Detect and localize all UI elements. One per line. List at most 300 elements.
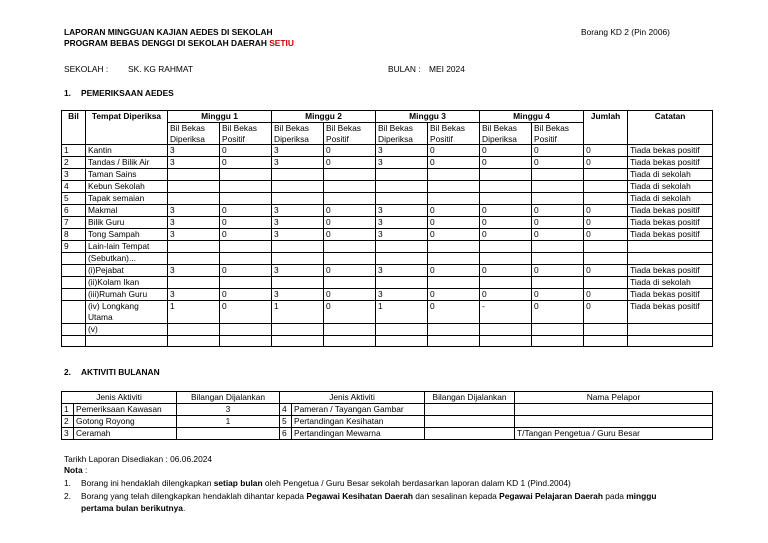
cell-value <box>376 336 428 347</box>
col-count: Bilangan Dijalankan <box>177 392 280 404</box>
cell-value <box>428 253 480 265</box>
cell-value <box>428 336 480 347</box>
cell-value <box>480 277 532 289</box>
note2-text-f: minggu <box>626 491 657 501</box>
cell-value <box>272 324 324 336</box>
cell-value: 0 <box>428 205 480 217</box>
cell-value <box>376 277 428 289</box>
cell-value <box>168 277 220 289</box>
note1-text-a: Borang ini hendaklah dilengkapkan <box>81 478 214 488</box>
reporter-cell <box>515 404 713 416</box>
place-label: Bilik Guru <box>88 217 125 227</box>
subheader-line: Bil Bekas <box>534 123 569 133</box>
cell-value: 0 <box>480 205 532 217</box>
activity-count <box>177 428 280 440</box>
cell-value <box>220 181 272 193</box>
cell-value: 3 <box>168 289 220 301</box>
activity-num: 1 <box>62 404 74 416</box>
cell-value: 0 <box>324 229 376 241</box>
table-row <box>62 301 713 324</box>
cell-value: 0 <box>480 289 532 301</box>
cell-value: 3 <box>376 289 428 301</box>
table-row <box>62 229 713 241</box>
cell-note <box>628 241 713 253</box>
activity-name-2: Pameran / Tayangan Gambar <box>292 404 425 416</box>
place-label: (Sebutkan)... <box>88 253 136 263</box>
cell-note <box>628 253 713 265</box>
cell-value <box>532 324 584 336</box>
col-week-1: Minggu 1 <box>168 111 272 123</box>
activity-count-2 <box>425 404 515 416</box>
activity-name: Ceramah <box>74 428 177 440</box>
cell-value <box>272 193 324 205</box>
cell-value: 3 <box>376 229 428 241</box>
cell-bil: 6 <box>62 205 86 217</box>
place-label-cont: Utama <box>88 312 113 322</box>
activity-count: 1 <box>177 416 280 428</box>
table-row <box>62 205 713 217</box>
cell-value <box>168 169 220 181</box>
col-notes: Catatan <box>628 111 713 145</box>
cell-total <box>584 193 628 205</box>
cell-value: 0 <box>532 301 584 324</box>
col-week-4: Minggu 4 <box>480 111 584 123</box>
cell-note: Tiada di sekolah <box>628 277 713 289</box>
cell-value: 0 <box>428 229 480 241</box>
table-row <box>62 253 713 265</box>
place-label: Kebun Sekolah <box>88 181 145 191</box>
cell-value: 0 <box>220 301 272 324</box>
cell-value: 3 <box>168 265 220 277</box>
cell-note <box>628 324 713 336</box>
cell-total <box>584 169 628 181</box>
report-date: Tarikh Laporan Disediakan : 06.06.2024 <box>64 454 213 464</box>
section2-title: AKTIVITI BULANAN <box>81 367 160 377</box>
subheader-line: Positif <box>326 133 349 144</box>
cell-value: 3 <box>272 157 324 169</box>
cell-value: 0 <box>220 145 272 157</box>
cell-value <box>480 324 532 336</box>
cell-value: 0 <box>480 145 532 157</box>
activity-num-2: 5 <box>280 416 292 428</box>
cell-value: 0 <box>532 157 584 169</box>
cell-note: Tiada di sekolah <box>628 193 713 205</box>
cell-value <box>428 193 480 205</box>
cell-value: 0 <box>220 217 272 229</box>
cell-bil: 5 <box>62 193 86 205</box>
activity-count-2 <box>425 428 515 440</box>
cell-value: 0 <box>324 145 376 157</box>
cell-note: Tiada di sekolah <box>628 169 713 181</box>
cell-note: Tiada bekas positif <box>628 145 713 157</box>
cell-value <box>376 241 428 253</box>
cell-bil: 2 <box>62 157 86 169</box>
table-row <box>62 277 713 289</box>
cell-value: 0 <box>220 229 272 241</box>
cell-place <box>86 289 168 301</box>
cell-place <box>86 193 168 205</box>
cell-place <box>86 169 168 181</box>
col-place: Tempat Diperiksa <box>86 111 168 145</box>
table-row <box>62 324 713 336</box>
cell-value: 0 <box>324 301 376 324</box>
cell-value <box>168 324 220 336</box>
table-row <box>62 193 713 205</box>
cell-total <box>584 324 628 336</box>
cell-value <box>480 253 532 265</box>
cell-bil: 3 <box>62 169 86 181</box>
note2-text-b: Pegawai Kesihatan Daerah <box>306 491 413 501</box>
cell-value: 0 <box>428 301 480 324</box>
cell-value <box>480 193 532 205</box>
section1-number: 1. <box>64 88 71 98</box>
cell-total: 0 <box>584 229 628 241</box>
cell-value <box>428 241 480 253</box>
cell-value: 3 <box>272 265 324 277</box>
cell-value <box>376 193 428 205</box>
cell-note: Tiada bekas positif <box>628 205 713 217</box>
place-label: Tapak semaian <box>88 193 145 203</box>
cell-place <box>86 145 168 157</box>
cell-value <box>324 169 376 181</box>
cell-value: 0 <box>220 205 272 217</box>
cell-place <box>86 181 168 193</box>
cell-value: 0 <box>324 217 376 229</box>
subheader-week-1-positive <box>220 123 272 145</box>
cell-value: 0 <box>532 145 584 157</box>
cell-bil: 1 <box>62 145 86 157</box>
cell-value <box>168 336 220 347</box>
table-row <box>62 289 713 301</box>
activity-num: 2 <box>62 416 74 428</box>
cell-value: 0 <box>428 217 480 229</box>
place-label: (iii)Rumah Guru <box>88 289 148 299</box>
cell-bil: 9 <box>62 241 86 253</box>
subheader-line: Bil Bekas <box>326 123 361 133</box>
cell-place <box>86 229 168 241</box>
cell-value: 0 <box>428 157 480 169</box>
month-label: BULAN : <box>388 64 421 74</box>
place-label: (ii)Kolam Ikan <box>88 277 140 287</box>
cell-note <box>628 336 713 347</box>
subheader-week-2-checked <box>272 123 324 145</box>
activity-row <box>62 428 713 440</box>
cell-value: 0 <box>532 289 584 301</box>
col-count-2: Bilangan Dijalankan <box>425 392 515 404</box>
cell-value <box>324 181 376 193</box>
cell-note: Tiada bekas positif <box>628 301 713 324</box>
subheader-line: Positif <box>534 133 557 144</box>
subheader-line: Bil Bekas <box>482 123 517 133</box>
cell-value <box>376 324 428 336</box>
cell-value <box>480 169 532 181</box>
subheader-week-1-checked <box>168 123 220 145</box>
cell-place <box>86 205 168 217</box>
cell-value: 3 <box>272 229 324 241</box>
reporter-cell <box>515 416 713 428</box>
note2-text-h: . <box>182 503 186 513</box>
cell-bil: 4 <box>62 181 86 193</box>
table-row <box>62 265 713 277</box>
school-value: SK. KG RAHMAT <box>128 64 193 74</box>
cell-value: 0 <box>324 265 376 277</box>
reporter-cell: T/Tangan Pengetua / Guru Besar <box>515 428 713 440</box>
subheader-week-3-checked <box>376 123 428 145</box>
cell-value <box>324 193 376 205</box>
activity-num-2: 4 <box>280 404 292 416</box>
place-label: Lain-lain Tempat <box>88 241 150 251</box>
note2-number: 2. <box>64 491 71 501</box>
cell-value <box>272 253 324 265</box>
cell-value <box>220 336 272 347</box>
cell-bil <box>62 324 86 336</box>
cell-value <box>532 169 584 181</box>
place-label: Kantin <box>88 145 112 155</box>
cell-value <box>324 277 376 289</box>
subheader-line: Bil Bekas <box>170 123 205 133</box>
cell-value: 3 <box>376 157 428 169</box>
cell-total <box>584 253 628 265</box>
table-row <box>62 217 713 229</box>
cell-value <box>480 336 532 347</box>
cell-value <box>168 253 220 265</box>
cell-place <box>86 324 168 336</box>
cell-total: 0 <box>584 145 628 157</box>
note2-line2 <box>81 503 185 513</box>
cell-value <box>532 253 584 265</box>
cell-note: Tiada bekas positif <box>628 157 713 169</box>
cell-value <box>532 336 584 347</box>
col-activity-2: Jenis Aktiviti <box>280 392 425 404</box>
subheader-line: Bil Bekas <box>274 123 309 133</box>
subheader-line: Diperiksa <box>274 133 309 144</box>
table-row <box>62 181 713 193</box>
cell-value <box>324 241 376 253</box>
cell-value: 0 <box>220 265 272 277</box>
cell-value <box>272 241 324 253</box>
cell-place <box>86 336 168 347</box>
cell-value: 0 <box>428 145 480 157</box>
cell-value: 0 <box>324 157 376 169</box>
note2-text-d: Pegawai Pelajaran Daerah <box>499 491 603 501</box>
table-row <box>62 241 713 253</box>
cell-bil <box>62 253 86 265</box>
cell-value: 0 <box>480 229 532 241</box>
cell-value <box>428 324 480 336</box>
cell-value <box>220 193 272 205</box>
cell-bil <box>62 277 86 289</box>
subheader-week-2-positive <box>324 123 376 145</box>
cell-value <box>220 169 272 181</box>
cell-total: 0 <box>584 289 628 301</box>
cell-value <box>220 241 272 253</box>
cell-bil <box>62 265 86 277</box>
school-label: SEKOLAH : <box>64 64 109 74</box>
cell-value <box>532 241 584 253</box>
note2-text-g: pertama bulan berikutnya <box>81 503 183 513</box>
note2-text-e: pada <box>602 491 627 501</box>
cell-value <box>272 277 324 289</box>
cell-note: Tiada bekas positif <box>628 217 713 229</box>
cell-value <box>324 324 376 336</box>
cell-place <box>86 265 168 277</box>
cell-value: 0 <box>532 265 584 277</box>
cell-value <box>168 193 220 205</box>
place-label: Tong Sampah <box>88 229 140 239</box>
activity-row <box>62 404 713 416</box>
activity-name: Pemeriksaan Kawasan <box>74 404 177 416</box>
subheader-line: Diperiksa <box>482 133 517 144</box>
cell-value: 3 <box>272 289 324 301</box>
table-row <box>62 336 713 347</box>
cell-value <box>376 169 428 181</box>
cell-value: 3 <box>272 205 324 217</box>
cell-bil <box>62 336 86 347</box>
cell-value: 3 <box>376 145 428 157</box>
cell-value: 0 <box>220 157 272 169</box>
subheader-line: Positif <box>222 133 245 144</box>
cell-bil: 7 <box>62 217 86 229</box>
col-week-2: Minggu 2 <box>272 111 376 123</box>
cell-value: 3 <box>272 217 324 229</box>
cell-bil: 8 <box>62 229 86 241</box>
activity-count: 3 <box>177 404 280 416</box>
aedes-inspection-table <box>61 110 713 347</box>
activity-name-2: Pertandingan Mewarna <box>292 428 425 440</box>
cell-value <box>480 181 532 193</box>
form-code: Borang KD 2 (Pin 2006) <box>581 27 670 37</box>
cell-value: 0 <box>532 229 584 241</box>
cell-note: Tiada bekas positif <box>628 289 713 301</box>
month-value: MEI 2024 <box>429 64 465 74</box>
cell-value: 1 <box>272 301 324 324</box>
cell-value <box>324 336 376 347</box>
cell-value: 0 <box>220 289 272 301</box>
cell-note: Tiada bekas positif <box>628 229 713 241</box>
cell-value <box>220 277 272 289</box>
subheader-week-3-positive <box>428 123 480 145</box>
cell-total: 0 <box>584 301 628 324</box>
cell-value: 3 <box>376 217 428 229</box>
report-title: LAPORAN MINGGUAN KAJIAN AEDES DI SEKOLAH <box>64 27 273 37</box>
cell-place <box>86 277 168 289</box>
cell-value <box>220 324 272 336</box>
note2-line1 <box>81 491 656 501</box>
cell-value: 3 <box>168 217 220 229</box>
subheader-line: Bil Bekas <box>430 123 465 133</box>
cell-value <box>428 181 480 193</box>
cell-value <box>272 181 324 193</box>
cell-note: Tiada di sekolah <box>628 181 713 193</box>
monthly-activity-table <box>61 391 713 440</box>
activity-name-2: Pertandingan Kesihatan <box>292 416 425 428</box>
cell-value <box>480 241 532 253</box>
table-row <box>62 169 713 181</box>
cell-value <box>324 253 376 265</box>
subheader-line: Bil Bekas <box>378 123 413 133</box>
cell-place <box>86 157 168 169</box>
cell-total: 0 <box>584 205 628 217</box>
district-name: SETIU <box>269 38 294 48</box>
cell-value: - <box>480 301 532 324</box>
cell-total <box>584 336 628 347</box>
cell-value <box>168 241 220 253</box>
cell-value: 0 <box>480 157 532 169</box>
table-row <box>62 157 713 169</box>
cell-total <box>584 241 628 253</box>
table-row <box>62 145 713 157</box>
cell-value <box>428 277 480 289</box>
cell-place <box>86 301 168 324</box>
cell-value <box>532 181 584 193</box>
activity-name: Gotong Royong <box>74 416 177 428</box>
cell-value: 3 <box>376 265 428 277</box>
activity-count-2 <box>425 416 515 428</box>
note1-number: 1. <box>64 478 71 488</box>
subheader-line: Diperiksa <box>170 133 205 144</box>
subheader-line: Diperiksa <box>378 133 413 144</box>
cell-value: 3 <box>168 229 220 241</box>
cell-value: 3 <box>168 205 220 217</box>
cell-value: 0 <box>532 217 584 229</box>
section1-title: PEMERIKSAAN AEDES <box>81 88 174 98</box>
cell-value: 0 <box>324 289 376 301</box>
cell-total: 0 <box>584 157 628 169</box>
cell-value <box>168 181 220 193</box>
cell-value: 3 <box>168 157 220 169</box>
cell-value: 3 <box>168 145 220 157</box>
place-label: (i)Pejabat <box>88 265 124 275</box>
cell-total <box>584 181 628 193</box>
cell-value: 0 <box>428 265 480 277</box>
subheader-week-4-checked <box>480 123 532 145</box>
cell-value <box>376 181 428 193</box>
activity-num-2: 6 <box>280 428 292 440</box>
cell-value <box>220 253 272 265</box>
place-label: (iv) Longkang <box>88 301 139 311</box>
cell-place <box>86 217 168 229</box>
note2-text-a: Borang yang telah dilengkapkan hendaklah dihantar kepada <box>81 491 307 501</box>
subheader-line: Positif <box>430 133 453 144</box>
cell-value: 0 <box>324 205 376 217</box>
cell-total <box>584 277 628 289</box>
col-total: Jumlah <box>584 111 628 145</box>
cell-value: 0 <box>480 217 532 229</box>
cell-value: 0 <box>532 205 584 217</box>
cell-total: 0 <box>584 217 628 229</box>
activity-num: 3 <box>62 428 74 440</box>
program-title <box>64 38 294 48</box>
cell-bil <box>62 289 86 301</box>
cell-value: 0 <box>428 289 480 301</box>
cell-bil <box>62 301 86 324</box>
cell-value: 1 <box>376 301 428 324</box>
cell-value: 3 <box>272 145 324 157</box>
col-bil: Bil <box>62 111 86 145</box>
activity-row <box>62 416 713 428</box>
place-label: Tandas / Bilik Air <box>88 157 150 167</box>
cell-value: 1 <box>168 301 220 324</box>
subheader-week-4-positive <box>532 123 584 145</box>
cell-place <box>86 241 168 253</box>
place-label: Makmal <box>88 205 118 215</box>
cell-total: 0 <box>584 265 628 277</box>
cell-value <box>376 253 428 265</box>
cell-value <box>272 336 324 347</box>
place-label: (v) <box>88 324 98 334</box>
program-title-text: PROGRAM BEBAS DENGGI DI SEKOLAH DAERAH <box>64 38 270 48</box>
note2-text-c: dan sesalinan kepada <box>412 491 500 501</box>
